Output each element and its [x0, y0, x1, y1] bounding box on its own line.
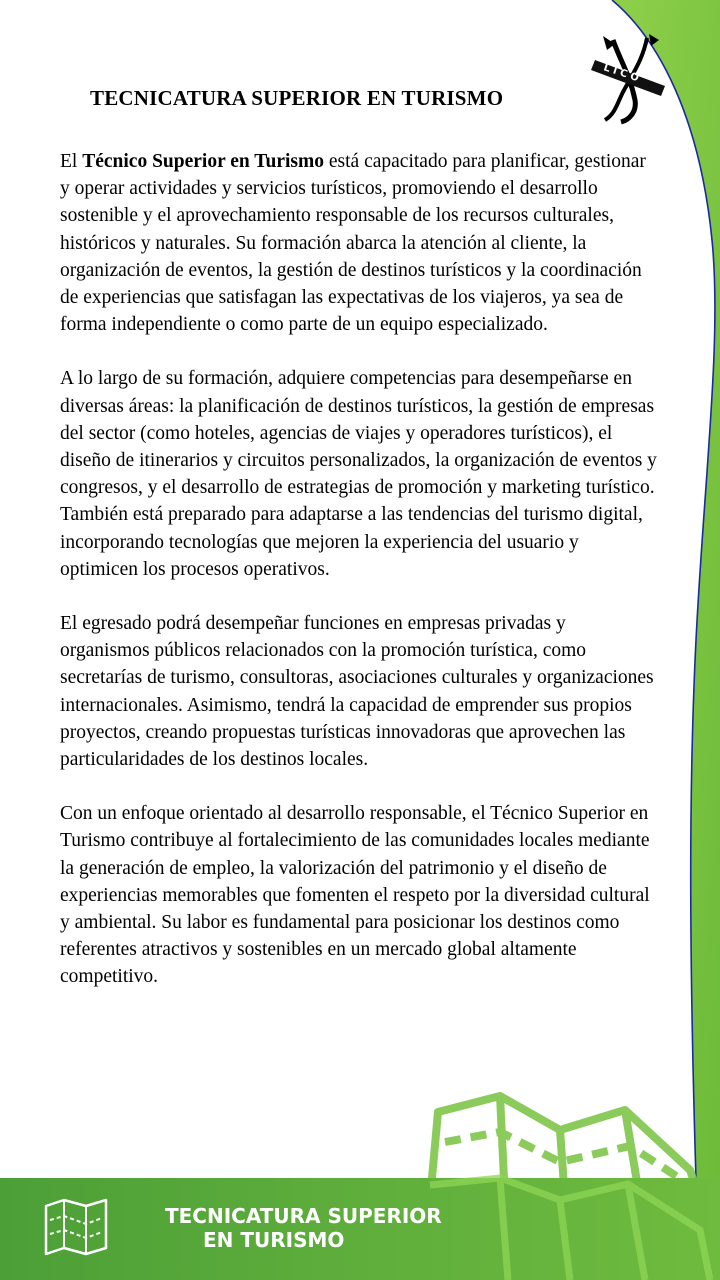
folded-map-icon [44, 1198, 108, 1256]
paragraph-2: A lo largo de su formación, adquiere competencias para desempeñarse en diversas áreas: la planificación de destinos turísticos, la gestión de empresas del sector (como hoteles, agencias de viajes y operadores turísticos), el diseño de itinerarios y circuitos personalizados, la organización de eventos y congresos, y el desarrollo de estrategias de promoción y marketing turístico. También está preparado para adaptarse a las tendencias del turismo digital, incorporando tecnologías que mejoren la experiencia del usuario y optimicen los procesos operativos. [60, 368, 657, 580]
paragraph-4: Con un enfoque orientado al desarrollo responsable, el Técnico Superior en Turismo contribuye al fortalecimiento de las comunidades locales mediante la generación de empleo, la valorización del patrimonio y el diseño de experiencias memorables que fomenten el respeto por la diversidad cultural y ambiental. Su labor es fundamental para posicionar los destinos como referentes atractivos y sostenibles en un mercado global altamente competitivo. [60, 803, 650, 988]
footer-title-line1: TECNICATURA SUPERIOR [165, 1204, 442, 1228]
footer-title-line2: EN TURISMO [203, 1228, 345, 1252]
bold-term: Técnico Superior en Turismo [82, 151, 325, 172]
body-text [60, 148, 660, 1018]
logo-text: L I C O [602, 62, 641, 85]
brand-emblem-icon [585, 30, 675, 125]
page-title: TECNICATURA SUPERIOR EN TURISMO [90, 86, 504, 110]
paragraph-1: El Técnico Superior en Turismo está capacitado para planificar, gestionar y operar actividades y servicios turísticos, promoviendo el desarrollo sostenible y el aprovechamiento responsable de los recursos culturales, históricos y naturales. Su formación abarca la atención al cliente, la organización de eventos, la gestión de destinos turísticos y la coordinación de experiencias que satisfagan las expectativas de los viajeros, ya sea de forma independiente o como parte de un equipo especializado. [60, 151, 646, 336]
footer-title [165, 1204, 505, 1252]
paragraph-3: El egresado podrá desempeñar funciones en empresas privadas y organismos públicos relacionados con la promoción turística, como secretarías de turismo, consultoras, asociaciones culturales y organizaciones internacionales. Asimismo, tendrá la capacidad de emprender sus propios proyectos, creando propuestas turísticas innovadoras que aprovechen las particularidades de los destinos locales. [60, 613, 654, 771]
